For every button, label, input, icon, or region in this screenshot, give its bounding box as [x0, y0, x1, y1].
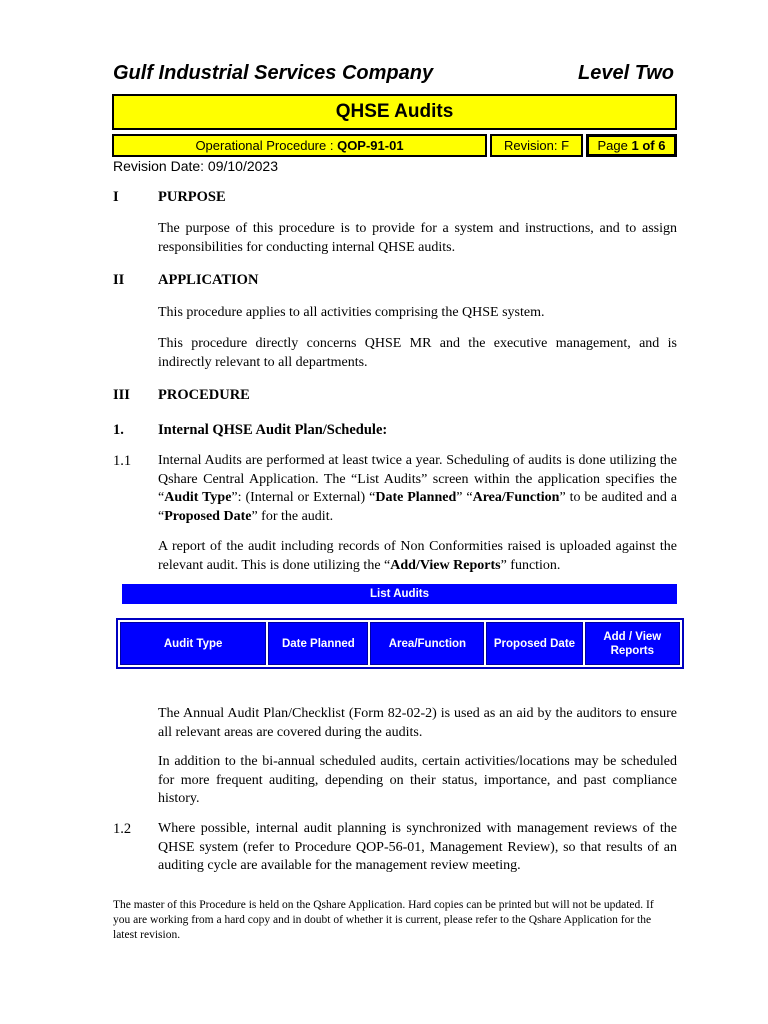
page-prefix: Page	[597, 138, 632, 153]
document-level: Level Two	[578, 62, 674, 84]
section-purpose-title: PURPOSE	[158, 189, 226, 205]
column-date-planned[interactable]: Date Planned	[268, 622, 368, 665]
column-proposed-date[interactable]: Proposed Date	[486, 622, 582, 665]
subsection-title: Internal QHSE Audit Plan/Schedule:	[158, 422, 388, 438]
document-title: QHSE Audits	[112, 94, 677, 130]
paragraph-1-1-number: 1.1	[113, 453, 132, 469]
section-procedure-number: III	[113, 387, 130, 403]
report-paragraph: A report of the audit including records of Non Conformities raised is uploaded against the relevant audit. This is done utilizing the “Add/View Reports” function.	[158, 539, 677, 573]
column-area-function[interactable]: Area/Function	[370, 622, 484, 665]
annual-audit-plan-paragraph: The Annual Audit Plan/Checklist (Form 82-02-2) is used as an aid by the auditors to ensure all relevant areas are covered during the audits.	[158, 706, 677, 740]
subsection-number: 1.	[113, 422, 124, 438]
column-audit-type[interactable]: Audit Type	[120, 622, 266, 665]
section-application-number: II	[113, 272, 125, 288]
operational-procedure-label: Operational Procedure :	[195, 138, 338, 153]
revision-date: Revision Date: 09/10/2023	[113, 158, 278, 174]
column-add-view-reports[interactable]: Add / View Reports	[585, 622, 680, 665]
operational-procedure-code: QOP-91-01	[337, 138, 404, 153]
section-application-title: APPLICATION	[158, 272, 259, 288]
section-procedure-title: PROCEDURE	[158, 387, 250, 403]
list-audits-columns	[116, 618, 684, 669]
paragraph-1-1: Internal Audits are performed at least twice a year. Scheduling of audits is done utilizing the Qshare Central Application. The “List Audits” screen within the application specifies the “Audit Type”: (Internal or External) “Date Planned” “Area/Function” to be audited and a “Proposed Date” for the audit.	[158, 453, 677, 524]
list-audits-title-bar: List Audits	[122, 584, 677, 604]
purpose-text: The purpose of this procedure is to provide for a system and instructions, and to assign responsibilities for conducting internal QHSE audits.	[158, 221, 677, 255]
section-purpose-number: I	[113, 189, 119, 205]
biannual-paragraph: In addition to the bi-annual scheduled audits, certain activities/locations may be scheduled for more frequent auditing, depending on their status, importance, and past compliance history.	[158, 754, 677, 806]
company-name: Gulf Industrial Services Company	[113, 62, 434, 84]
page-number: 1 of 6	[631, 138, 666, 153]
page-number-box	[586, 134, 677, 157]
document-footer-note: The master of this Procedure is held on the Qshare Application. Hard copies can be printed but will not be updated. If you are working from a hard copy and in doubt of whether it is current, please refer to the Qshare Application for the latest revision.	[113, 899, 654, 941]
application-text-2: This procedure directly concerns QHSE MR and the executive management, and is indirectly relevant to all departments.	[158, 336, 677, 370]
revision-box: Revision: F	[490, 134, 583, 157]
application-text-1: This procedure applies to all activities comprising the QHSE system.	[158, 305, 545, 320]
operational-procedure-box	[112, 134, 487, 157]
paragraph-1-2: Where possible, internal audit planning is synchronized with management reviews of the QHSE system (refer to Procedure QOP-56-01, Management Review), so that results of an auditing cycle are available for the management review meeting.	[158, 821, 677, 873]
paragraph-1-2-number: 1.2	[113, 821, 132, 837]
